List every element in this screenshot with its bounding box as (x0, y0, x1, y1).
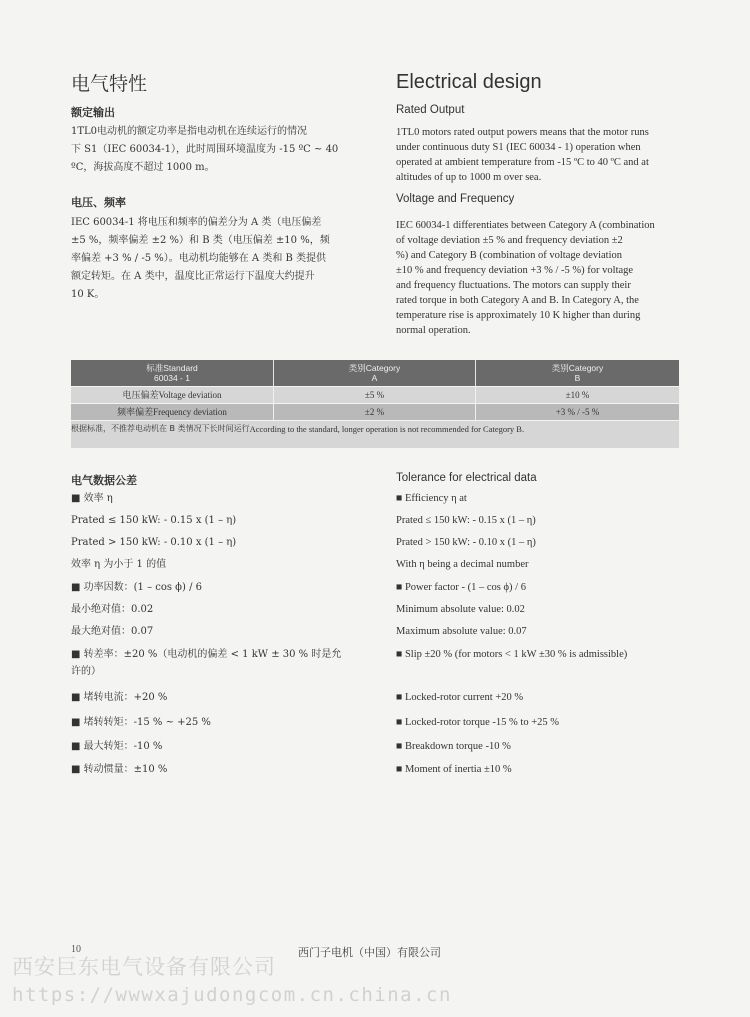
table-cell: ±5 % (274, 387, 476, 403)
en-page-title: Electrical design (396, 71, 542, 93)
list-item: ■ Locked-rotor current +20 % (396, 692, 524, 703)
table-cell: 频率偏差Frequency deviation (71, 404, 274, 420)
table-row (71, 404, 679, 420)
list-item: ■ Locked-rotor torque -15 % to +25 % (396, 717, 560, 728)
list-item: Minimum absolute value: 0.02 (396, 604, 525, 615)
list-item: ■ 转差率：±20 %（电动机的偏差 < 1 kW ± 30 % 时是允 (71, 649, 342, 660)
en-voltage-frequency-heading: Voltage and Frequency (396, 193, 515, 205)
table-header-standard: 标准Standard 60034 - 1 (71, 360, 274, 386)
en-rated-output-paragraph: 1TL0 motors rated output powers means that the motor runs under continuous duty S1 (IEC 60034 - 1) operation when operated at ambient temperature from -15 ºC to 40 ºC and at altitudes of up to 1000 m over sea. (396, 127, 649, 183)
list-item: ■ Moment of inertia ±10 % (396, 764, 512, 775)
cn-voltage-frequency-heading: 电压、频率 (71, 196, 126, 209)
list-item: 许的） (71, 666, 101, 677)
cn-page-title: 电气特性 (71, 73, 148, 95)
list-item: ■ 堵转转矩：-15 % ~ +25 % (71, 717, 211, 728)
footer-company: 西门子电机（中国）有限公司 (298, 946, 441, 959)
list-item: ■ Slip ±20 % (for motors < 1 kW ±30 % is admissible) (396, 649, 628, 660)
list-item: Prated ≤ 150 kW: - 0.15 x (1 – η) (71, 515, 237, 526)
cn-tolerance-heading: 电气数据公差 (71, 474, 137, 487)
en-rated-output-heading: Rated Output (396, 104, 465, 116)
table-cell: ±10 % (565, 390, 590, 400)
table-header-row (71, 360, 679, 386)
en-voltage-frequency-paragraph: IEC 60034-1 differentiates between Category A (combination of voltage deviation ±5 % and frequency deviation ±2 %) and Category B (combination of voltage deviation ±10 % and frequency deviation +3 % / -5 %) for voltage and frequency fluctuations. The motors can supply their rated torque in both Category A and B. In Category A, the temperature rise is approximately 10 K higher than during normal operation. (396, 220, 655, 336)
list-item: ■ 堵转电流：+20 % (71, 692, 168, 703)
table-cell: +3 % / -5 % (555, 407, 600, 417)
list-item: Maximum absolute value: 0.07 (396, 626, 527, 637)
watermark-url: https://wwwxajudongcom.cn.china.cn (12, 984, 452, 1006)
table-row (71, 387, 679, 403)
en-tolerance-heading: Tolerance for electrical data (396, 472, 537, 484)
cn-voltage-frequency-paragraph: IEC 60034-1 将电压和频率的偏差分为 A 类（电压偏差 ±5 %，频率偏差 ±2 %）和 B 类（电压偏差 ±10 %，频 率偏差 +3 % / -5 %）。电动机均能够在 A 类和 B 类提供 额定转矩。在 A 类中，温度比正常运行下温度大约提升 10 K。 (71, 217, 330, 300)
list-item: ■ 功率因数：(1 – cos ϕ) / 6 (71, 582, 202, 593)
list-item: With η being a decimal number (396, 559, 529, 570)
list-item: 效率 η 为小于 1 的值 (71, 559, 167, 570)
list-item: 最小绝对值：0.02 (71, 604, 154, 615)
list-item: ■ 转动惯量：±10 % (71, 764, 168, 775)
table-note: 根据标准，不推荐电动机在 B 类情况下长时间运行 According to the standard, longer operation is not recommended for Category B. (71, 421, 679, 448)
table-cell: ±2 % (274, 404, 476, 420)
cn-rated-output-paragraph: 1TL0电动机的额定功率是指电动机在连续运行的情况 下 S1（IEC 60034-1），此时周围环境温度为 -15 ºC ~ 40 ºC，海拔高度不超过 1000 m。 (71, 126, 339, 173)
page-number: 10 (71, 944, 81, 955)
list-item: ■ Breakdown torque -10 % (396, 741, 511, 752)
list-item: ■ 最大转矩：-10 % (71, 741, 163, 752)
watermark-company: 西安巨东电气设备有限公司 (12, 955, 276, 979)
table-cell: 电压偏差Voltage deviation (71, 387, 274, 403)
list-item: ■ Efficiency η at (396, 493, 467, 504)
table-header-category-b: 类别Category B (551, 363, 604, 383)
list-item: ■ 效率 η (71, 493, 113, 504)
list-item: Prated > 150 kW: - 0.10 x (1 – η) (396, 537, 536, 548)
cn-rated-output-heading: 额定输出 (71, 106, 115, 119)
table-header-category-a: 类别Category A (274, 360, 476, 386)
list-item: Prated > 150 kW: - 0.10 x (1 – η) (71, 537, 237, 548)
list-item: ■ Power factor - (1 – cos ϕ) / 6 (396, 582, 526, 593)
list-item: 最大绝对值：0.07 (71, 626, 154, 637)
list-item: Prated ≤ 150 kW: - 0.15 x (1 – η) (396, 515, 536, 526)
voltage-frequency-table (71, 360, 679, 448)
